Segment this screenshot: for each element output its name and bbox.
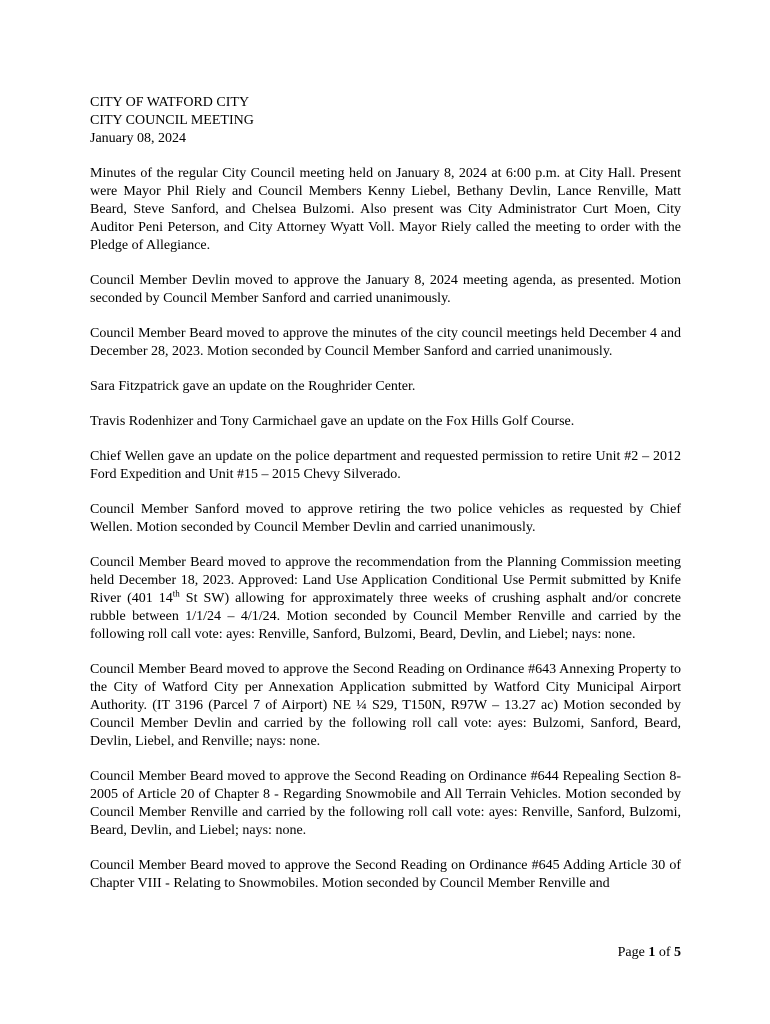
paragraph-intro: Minutes of the regular City Council meeting held on January 8, 2024 at 6:00 p.m. at City Hall. Present were Mayor Phil Riely and Council Members Kenny Liebel, Bethany Devlin, Lance Renville, Matt Beard, Steve Sanford, and Chelsea Bulzomi. Also present was City Administrator Curt Moen, City Auditor Peni Peterson, and City Attorney Wyatt Voll. Mayor Riely called the meeting to order with the Pledge of Allegiance. [90, 166, 681, 253]
ordinal-superscript: th [172, 588, 180, 599]
city-name: CITY OF WATFORD CITY [90, 95, 250, 110]
paragraph-police: Chief Wellen gave an update on the police department and requested permission to retire Unit #2 – 2012 Ford Expedition and Unit #15 – 2015 Chevy Silverado. [90, 449, 681, 482]
planning-text-start: Council Member Beard moved to approve the recommendation from the Planning Commission meeting held December 18, 2023. Approved: Land Use Application Conditional Use Permit submitted by Knife River (401 14 [90, 555, 681, 606]
document-heading [90, 94, 681, 148]
paragraph-ordinance-645: Council Member Beard moved to approve the Second Reading on Ordinance #645 Adding Article 30 of Chapter VIII - Relating to Snowmobiles. Motion seconded by Council Member Renville and [90, 858, 681, 891]
page-separator: of [655, 945, 674, 960]
page-number [618, 944, 681, 962]
paragraph-golf: Travis Rodenhizer and Tony Carmichael gave an update on the Fox Hills Golf Course. [90, 414, 575, 429]
paragraph-planning [90, 554, 681, 644]
total-pages: 5 [674, 945, 681, 960]
planning-text-end: St SW) allowing for approximately three weeks of crushing asphalt and/or concrete rubble between 1/1/24 – 4/1/24. Motion seconded by Council Member Renville and carried by the following roll call vote: ayes: Renville, Sanford, Bulzomi, Beard, Devlin, and Liebel; nays: none. [90, 591, 682, 642]
meeting-title: CITY COUNCIL MEETING [90, 113, 254, 128]
paragraph-retire-vehicles: Council Member Sanford moved to approve retiring the two police vehicles as requested by Chief Wellen. Motion seconded by Council Member Devlin and carried unanimously. [90, 502, 681, 535]
paragraph-minutes: Council Member Beard moved to approve the minutes of the city council meetings held December 4 and December 28, 2023. Motion seconded by Council Member Sanford and carried unanimously. [90, 326, 681, 359]
current-page: 1 [648, 945, 656, 960]
meeting-date: January 08, 2024 [90, 131, 187, 146]
paragraph-ordinance-644: Council Member Beard moved to approve the Second Reading on Ordinance #644 Repealing Section 8-2005 of Article 20 of Chapter 8 - Regarding Snowmobile and All Terrain Vehicles. Motion seconded by Council Member Renville and carried by the following roll call vote: ayes: Renville, Sanford, Bulzomi, Beard, Devlin, and Liebel; nays: none. [90, 769, 681, 838]
paragraph-ordinance-643: Council Member Beard moved to approve the Second Reading on Ordinance #643 Annexing Property to the City of Watford City per Annexation Application submitted by Watford City Municipal Airport Authority. (IT 3196 (Parcel 7 of Airport) NE ¼ S29, T150N, R97W – 13.27 ac) Motion seconded by Council Member Devlin and carried by the following roll call vote: ayes: Bulzomi, Sanford, Beard, Devlin, Liebel, and Renville; nays: none. [90, 662, 681, 749]
paragraph-roughrider: Sara Fitzpatrick gave an update on the Roughrider Center. [90, 379, 416, 394]
paragraph-agenda: Council Member Devlin moved to approve the January 8, 2024 meeting agenda, as presented. Motion seconded by Council Member Sanford and carried unanimously. [90, 273, 681, 306]
page-label: Page [617, 945, 649, 960]
document-body [90, 94, 681, 893]
